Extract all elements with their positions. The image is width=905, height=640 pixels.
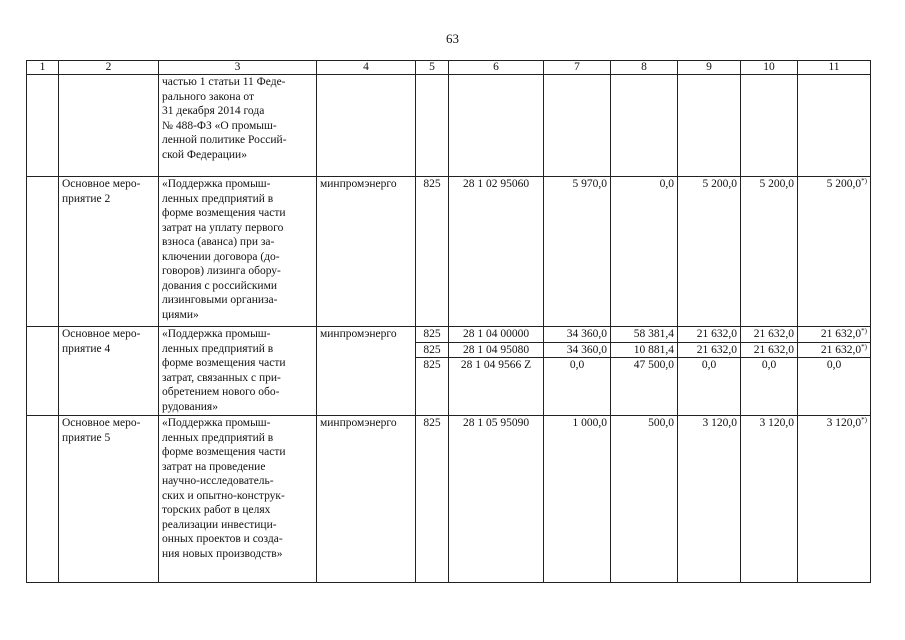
amount-cell: 5 200,0 <box>678 177 741 327</box>
column-header: 4 <box>317 61 416 75</box>
table-row <box>27 416 871 583</box>
amount-cell: 58 381,4 10 881,4 47 500,0 <box>611 327 678 416</box>
amount-cell: 3 120,0*) <box>798 416 871 583</box>
footnote-marker: *) <box>861 416 867 424</box>
column-header: 5 <box>416 61 449 75</box>
activity-description-cell: «Поддержка промыш- ленных предприятий в форме возмещения части затрат на проведение научно-исследователь- ских и опытно-конструк- торских работ в целях реализации инвестици- онных проектов и созда- ния новых производств» <box>159 416 317 583</box>
activity-name-cell: Основное меро- приятие 5 <box>59 416 159 583</box>
column-header: 2 <box>59 61 159 75</box>
amount-cell: 3 120,0 <box>678 416 741 583</box>
row-number-cell <box>27 327 59 416</box>
amount-cell <box>611 75 678 177</box>
row-number-cell <box>27 177 59 327</box>
column-header: 7 <box>544 61 611 75</box>
header-row <box>27 61 871 75</box>
footnote-marker: *) <box>861 177 867 185</box>
amount-cell: 500,0 <box>611 416 678 583</box>
executor-cell: минпромэнерго <box>317 327 416 416</box>
page-number: 63 <box>446 31 459 46</box>
amount-cell: 0,0 <box>611 177 678 327</box>
table-row <box>27 177 871 327</box>
amount-cell <box>678 75 741 177</box>
column-header: 11 <box>798 61 871 75</box>
table-row <box>27 75 871 177</box>
grbs-code-cell: 825 825 825 <box>416 327 449 416</box>
budget-classification-cell <box>449 75 544 177</box>
amount-cell: 1 000,0 <box>544 416 611 583</box>
executor-cell: минпромэнерго <box>317 177 416 327</box>
column-header: 1 <box>27 61 59 75</box>
amount-cell: 34 360,0 34 360,0 0,0 <box>544 327 611 416</box>
amount-cell: 5 200,0*) <box>798 177 871 327</box>
amount-cell: 5 200,0 <box>741 177 798 327</box>
activity-name-cell <box>59 75 159 177</box>
grbs-code-cell <box>416 75 449 177</box>
column-header: 3 <box>159 61 317 75</box>
amount-cell <box>741 75 798 177</box>
grbs-code-cell: 825 <box>416 177 449 327</box>
amount-cell: 5 970,0 <box>544 177 611 327</box>
row-number-cell <box>27 75 59 177</box>
column-header: 9 <box>678 61 741 75</box>
amount-cell: 21 632,0*) 21 632,0*) 0,0 <box>798 327 871 416</box>
executor-cell <box>317 75 416 177</box>
activity-description-cell: «Поддержка промыш- ленных предприятий в форме возмещения части затрат, связанных с при- обретением нового обо- рудования» <box>159 327 317 416</box>
budget-classification-cell: 28 1 05 95090 <box>449 416 544 583</box>
activity-description-cell: «Поддержка промыш- ленных предприятий в форме возмещения части затрат на уплату первого взноса (аванса) при за- ключении договора (до- говоров) лизинга обору- дования с российскими лизинговыми организа- циями» <box>159 177 317 327</box>
footnote-marker: *) <box>861 327 867 335</box>
footnote-marker: *) <box>861 342 867 351</box>
amount-cell: 21 632,0 21 632,0 0,0 <box>741 327 798 416</box>
amount-cell <box>544 75 611 177</box>
column-header: 10 <box>741 61 798 75</box>
column-header: 8 <box>611 61 678 75</box>
amount-cell: 3 120,0 <box>741 416 798 583</box>
column-header: 6 <box>449 61 544 75</box>
grbs-code-cell: 825 <box>416 416 449 583</box>
program-activities-table <box>26 60 871 583</box>
amount-cell: 21 632,0 21 632,0 0,0 <box>678 327 741 416</box>
row-number-cell <box>27 416 59 583</box>
activity-description-cell: частью 1 статьи 11 Феде- рального закона от 31 декабря 2014 года № 488-ФЗ «О промыш- ленной политике Россий- ской Федерации» <box>159 75 317 177</box>
activity-name-cell: Основное меро- приятие 2 <box>59 177 159 327</box>
budget-classification-cell: 28 1 04 00000 28 1 04 95080 28 1 04 9566 Z <box>449 327 544 416</box>
table-row <box>27 327 871 416</box>
budget-classification-cell: 28 1 02 95060 <box>449 177 544 327</box>
amount-cell <box>798 75 871 177</box>
activity-name-cell: Основное меро- приятие 4 <box>59 327 159 416</box>
executor-cell: минпромэнерго <box>317 416 416 583</box>
